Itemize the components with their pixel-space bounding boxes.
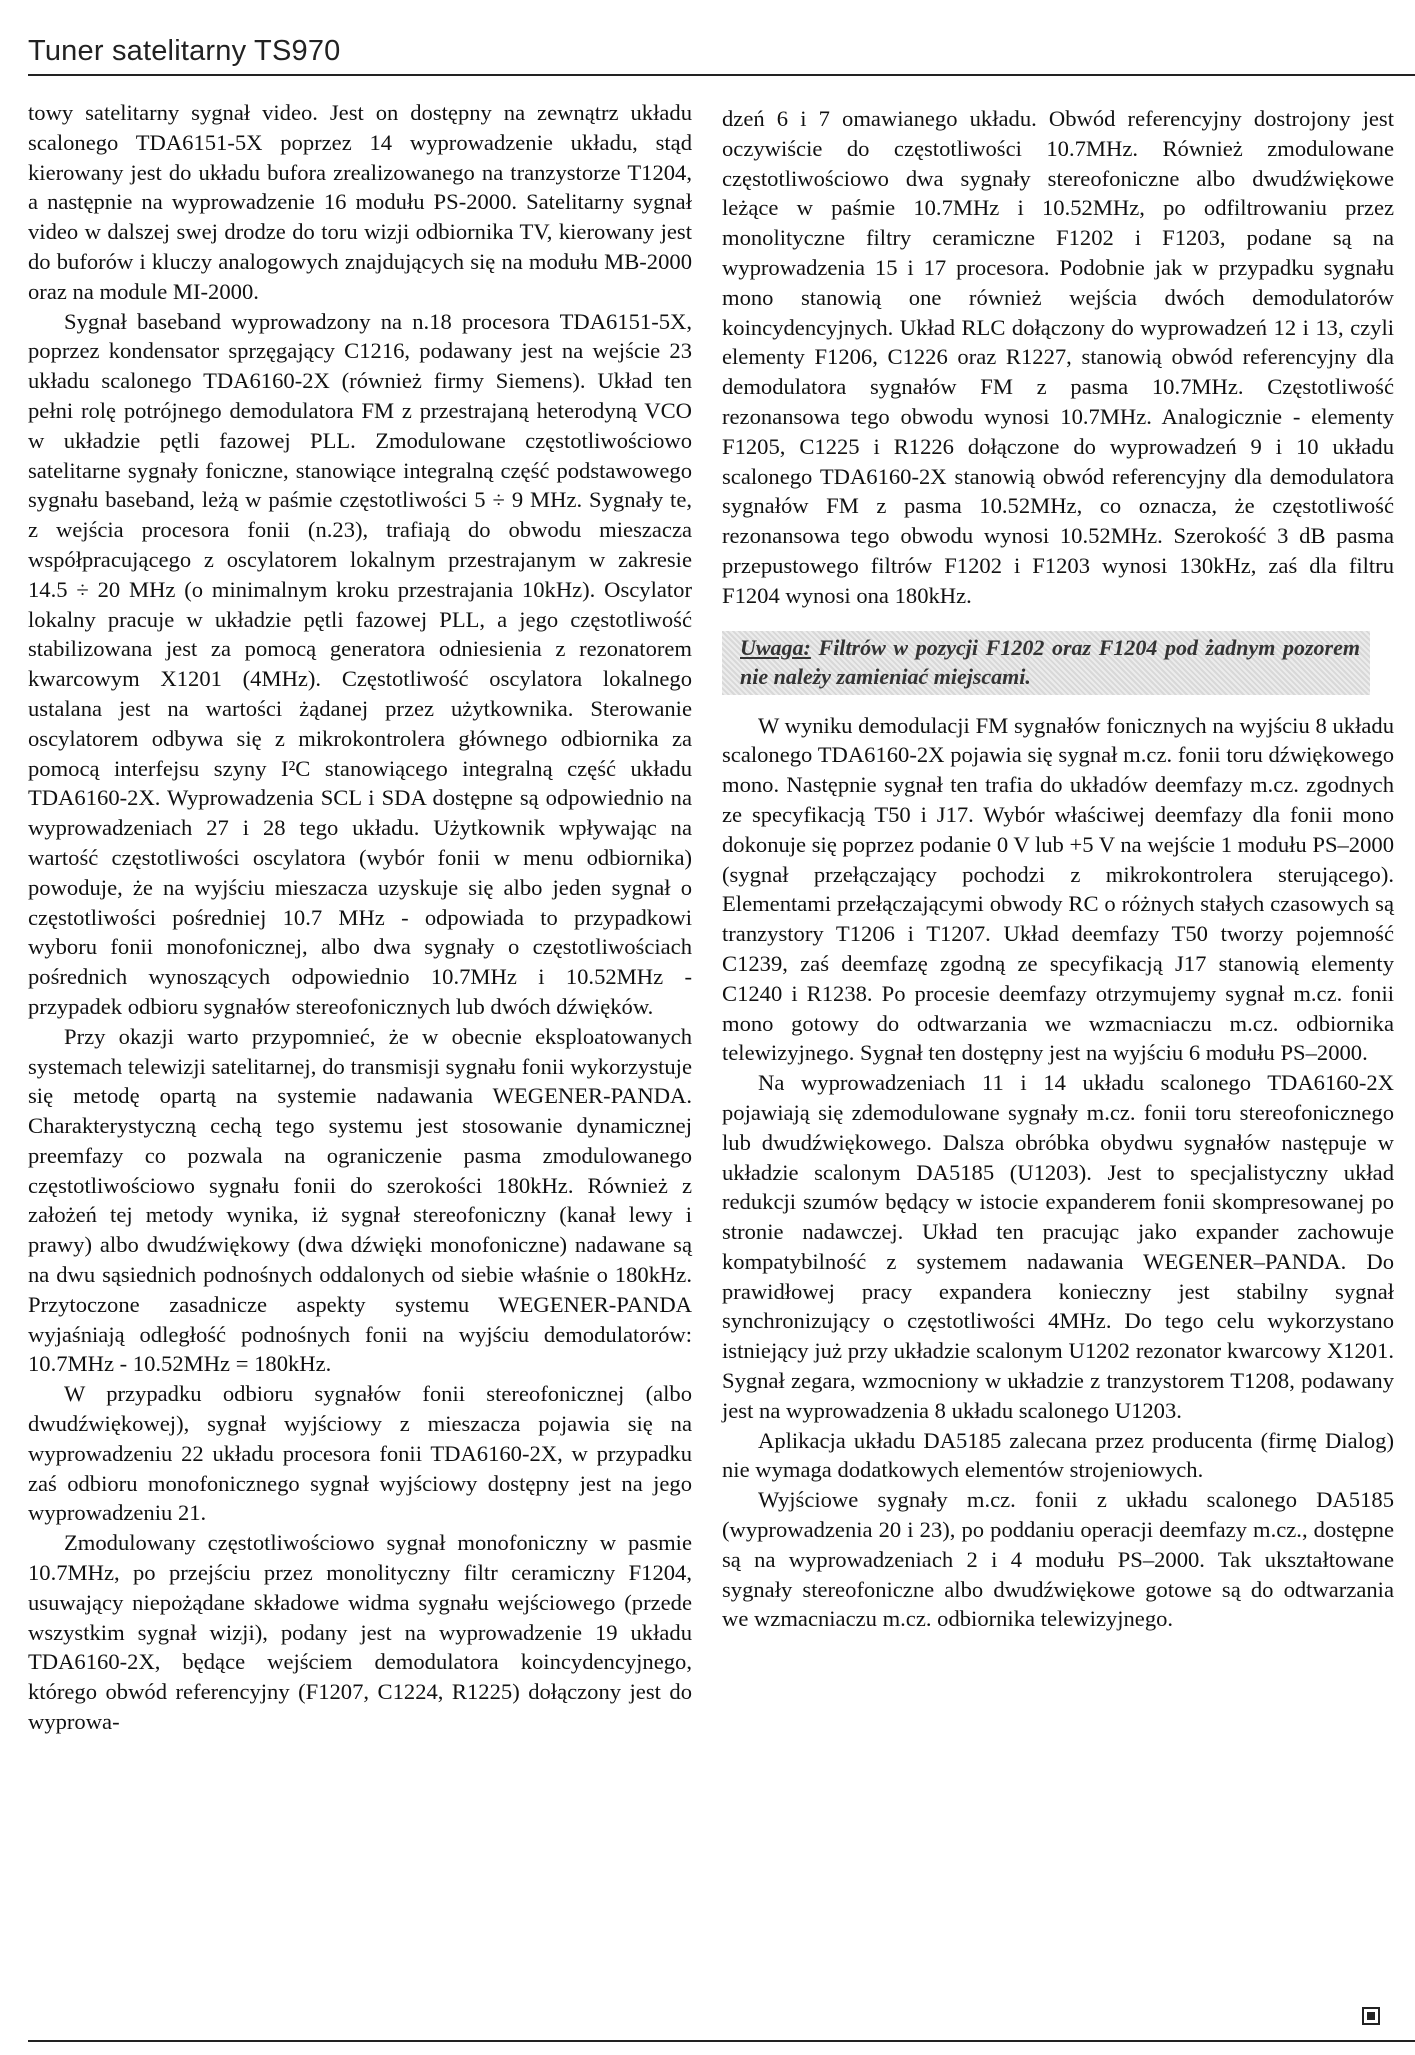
paragraph: Na wyprowadzeniach 11 i 14 układu scalonego TDA6160-2X pojawiają się zdemodulowane sygnały m.cz. fonii toru stereofonicznego lub dwudźwiękowego. Dalsza obróbka obydwu sygnałów następuje w układzie scalonym DA5185 (U1203). Jest to specjalistyczny układ redukcji szumów będący w istocie expanderem fonii skompresowanej po stronie nadawczej. Układ ten pracując jako expander zachowuje kompatybilność z systemem nadawania WEGENER–PANDA. Do prawidłowej pracy expandera konieczny jest stabilny sygnał synchronizujący o częstotliwości 4MHz. Do tego celu wykorzystano istniejący już przy układzie scalonym U1202 rezonator kwarcowy X1201. Sygnał zegara, wzmocniony w układzie z tranzystorem T1208, podawany jest na wyprowadzenia 8 układu scalonego U1203.	[722, 1070, 1394, 1423]
paragraph: Zmodulowany częstotliwościowo sygnał monofoniczny w pasmie 10.7MHz, po przejściu przez monolityczny filtr ceramiczny F1204, usuwający niepożądane składowe widma sygnału wejściowego (przede wszystkim sygnał wizji), podany jest na wyprowadzenie 19 układu TDA6160-2X, będące wejściem demodulatora koincydencyjnego, którego obwód referencyjny (F1207, C1224, R1225) dołączony jest do wyprowa-	[28, 1530, 692, 1735]
left-column	[28, 98, 692, 1737]
paragraph: Wyjściowe sygnały m.cz. fonii z układu scalonego DA5185 (wyprowadzenia 20 i 23), po poddaniu operacji deemfazy m.cz., dostępne są na wyprowadzeniach 2 i 4 modułu PS–2000. Tak ukształtowane sygnały stereofoniczne albo dwudźwiękowe gotowe są do odtwarzania we wzmacniaczu m.cz. odbiornika telewizyjnego.	[722, 1487, 1394, 1632]
right-column	[722, 104, 1394, 1634]
paragraph: Sygnał baseband wyprowadzony na n.18 procesora TDA6151-5X, poprzez kondensator sprzęgający C1216, podawany jest na wejście 23 układu scalonego TDA6160-2X (również firmy Siemens). Układ ten pełni rolę potrójnego demodulatora FM z przestrajaną heterodyną VCO w układzie pętli fazowej PLL. Zmodulowane częstotliwościowo satelitarne sygnały foniczne, stanowiące integralną część podstawowego sygnału baseband, leżą w paśmie częstotliwości 5 ÷ 9 MHz. Sygnały te, z wejścia procesora fonii (n.23), trafiają do obwodu mieszacza współpracującego z oscylatorem lokalnym przestrajanym w zakresie 14.5 ÷ 20 MHz (o minimalnym kroku przestrajania 10kHz). Oscylator lokalny pracuje w układzie pętli fazowej PLL, a jego częstotliwość stabilizowana jest za pomocą generatora odniesienia z rezonatorem kwarcowym X1201 (4MHz). Częstotliwość oscylatora lokalnego ustalana jest na wartości żądanej przez użytkownika. Sterowanie oscylatorem odbywa się z mikrokontrolera głównego odbiornika za pomocą interfejsu szyny I²C stanowiącego integralną część układu TDA6160-2X. Wyprowadzenia SCL i SDA dostępne są odpowiednio na wyprowadzeniach 27 i 28 tego układu. Użytkownik wpływając na wartość częstotliwości oscylatora (wybór fonii w menu odbiornika) powoduje, że na wyjściu mieszacza uzyskuje się albo jeden sygnał o częstotliwości pośredniej 10.7 MHz - odpowiada to przypadkowi wyboru fonii monofonicznej, albo dwa sygnały o częstotliwościach pośrednich wynoszących odpowiednio 10.7MHz i 10.52MHz - przypadek odbioru sygnałów stereofonicznych lub dwóch dźwięków.	[28, 308, 692, 1019]
paragraph: towy satelitarny sygnał video. Jest on dostępny na zewnątrz układu scalonego TDA6151-5X poprzez 14 wyprowadzenie układu, stąd kierowany jest do układu bufora zrealizowanego na tranzystorze T1204, a następnie na wyprowadzenie 16 modułu PS-2000. Satelitarny sygnał video w dalszej swej drodze do toru wizji odbiornika TV, kierowany jest do buforów i kluczy analogowych znajdujących się na modułu MB-2000 oraz na module MI-2000.	[28, 100, 692, 304]
warning-note	[722, 631, 1370, 695]
paragraph: Przy okazji warto przypomnieć, że w obecnie eksploatowanych systemach telewizji satelitarnej, do transmisji sygnału fonii wykorzystuje się metodę opartą na systemie nadawania WEGENER-PANDA. Charakterystyczną cechą tego systemu jest stosowanie dynamicznej preemfazy co pozwala na ograniczenie pasma zmodulowanego częstotliwościowo sygnału fonii do szerokości 180kHz. Również z założeń tej metody wynika, iż sygnał stereofoniczny (kanał lewy i prawy) albo dwudźwiękowy (dwa dźwięki monofoniczne) nadawane są na dwu sąsiednich podnośnych oddalonych od siebie właśnie o 180kHz. Przytoczone zasadnicze aspekty systemu WEGENER-PANDA wyjaśniają odległość podnośnych fonii na wyjściu demodulatorów: 10.7MHz - 10.52MHz = 180kHz.	[28, 1023, 692, 1377]
paragraph: Aplikacja układu DA5185 zalecana przez producenta (firmę Dialog) nie wymaga dodatkowych elementów strojeniowych.	[722, 1427, 1394, 1483]
paragraph: W przypadku odbioru sygnałów fonii stereofonicznej (albo dwudźwiękowej), sygnał wyjściowy z mieszacza pojawia się na wyprowadzeniu 22 układu procesora fonii TDA6160-2X, w przypadku zaś odbioru monofonicznego sygnał wyjściowy dostępny jest na jego wyprowadzeniu 21.	[28, 1381, 692, 1526]
paragraph: dzeń 6 i 7 omawianego układu. Obwód referencyjny dostrojony jest oczywiście do częstotliwości 10.7MHz. Również zmodulowane częstotliwościowo dwa sygnały stereofoniczne albo dwudźwiękowe leżące w paśmie 10.7MHz i 10.52MHz, po odfiltrowaniu przez monolityczne filtry ceramiczne F1202 i F1203, podane są na wyprowadzenia 15 i 17 procesora. Podobnie jak w przypadku sygnału mono stanowią one również wejścia dwóch demodulatorów koincydencyjnych. Układ RLC dołączony do wyprowadzeń 12 i 13, czyli elementy F1206, C1226 oraz R1227, stanowią obwód referencyjny dla demodulatora sygnałów FM z pasma 10.7MHz. Częstotliwość rezonansowa tego obwodu wynosi 10.7MHz. Analogicznie - elementy F1205, C1225 i R1226 dołączone do wyprowadzeń 9 i 10 układu scalonego TDA6160-2X stanowią obwód referencyjny dla demodulatora sygnałów FM z pasma 10.52MHz, co oznacza, że częstotliwość rezonansowa tego obwodu wynosi 10.52MHz. Szerokość 3 dB pasma przepustowego filtrów F1202 i F1203 wynosi 130kHz, zaś dla filtru F1204 wynosi ona 180kHz.	[722, 106, 1394, 608]
footer-rule	[28, 2040, 1415, 2042]
warning-note-text: Filtrów w pozycji F1202 oraz F1204 pod żadnym pozorem nie należy zamieniać miejscami.	[740, 634, 1360, 689]
warning-note-label: Uwaga:	[740, 634, 811, 660]
end-of-article-square-icon	[1362, 2007, 1380, 2025]
paragraph: W wyniku demodulacji FM sygnałów fonicznych na wyjściu 8 układu scalonego TDA6160-2X pojawia się sygnał m.cz. fonii toru dźwiękowego mono. Następnie sygnał ten trafia do układów deemfazy m.cz. zgodnych ze specyfikacją T50 i J17. Wybór właściwej deemfazy dla fonii mono dokonuje się poprzez podanie 0 V lub +5 V na wejście 1 modułu PS–2000 (sygnał przełączający pochodzi z mikrokontrolera sterującego). Elementami przełączającymi obwody RC o różnych stałych czasowych są tranzystory T1206 i T1207. Układ deemfazy T50 tworzy pojemność C1239, zaś deemfazę zgodną ze specyfikacją J17 stanowią elementy C1240 i R1238. Po procesie deemfazy otrzymujemy sygnał m.cz. fonii mono gotowy do odtwarzania we wzmacniaczu m.cz. odbiornika telewizyjnego. Sygnał ten dostępny jest na wyjściu 6 modułu PS–2000.	[722, 712, 1394, 1066]
page-title: Tuner satelitarny TS970	[28, 35, 341, 67]
page-header	[28, 26, 1415, 76]
